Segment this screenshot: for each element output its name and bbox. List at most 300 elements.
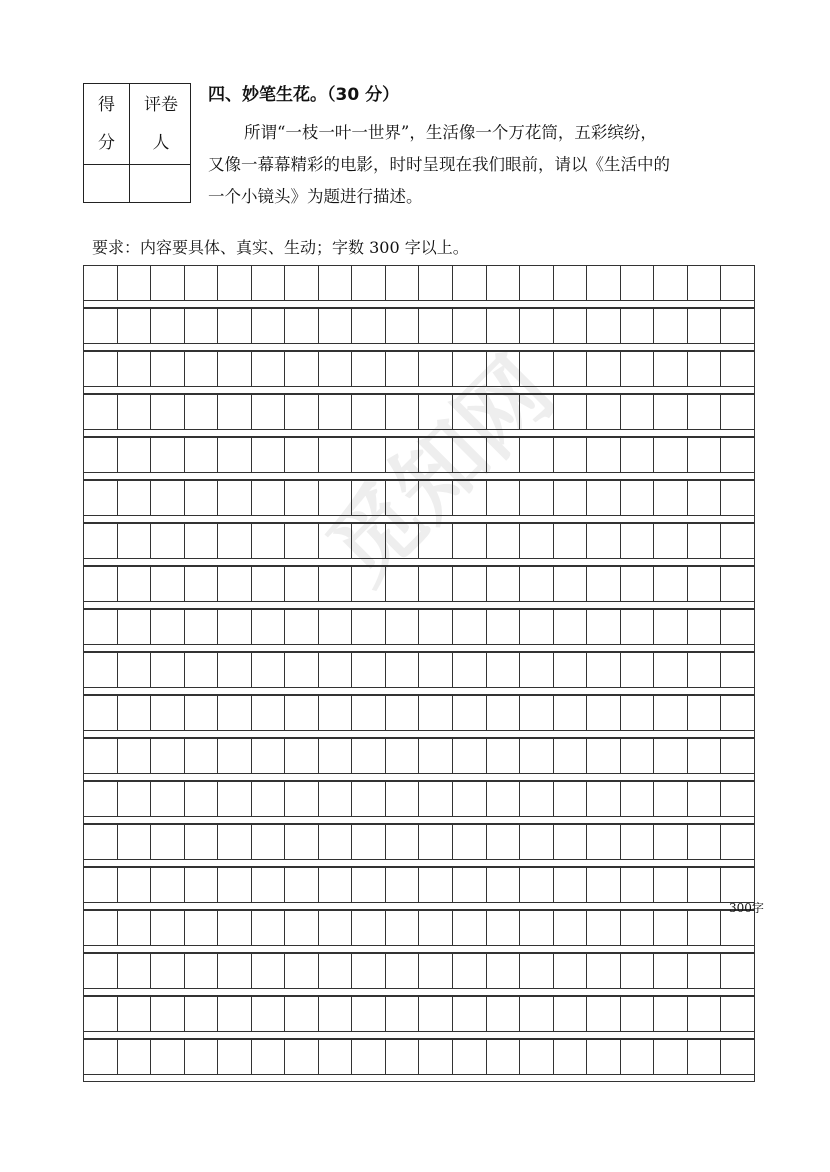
- grid-cell[interactable]: [218, 825, 252, 859]
- grid-cell[interactable]: [587, 739, 621, 773]
- grid-cell[interactable]: [218, 911, 252, 945]
- grid-cell[interactable]: [118, 868, 152, 902]
- grid-cell[interactable]: [118, 782, 152, 816]
- grid-cell[interactable]: [419, 524, 453, 558]
- grid-cell[interactable]: [721, 309, 754, 343]
- grid-cell[interactable]: [721, 696, 754, 730]
- grid-cell[interactable]: [487, 911, 521, 945]
- grid-cell[interactable]: [285, 997, 319, 1031]
- grid-cell[interactable]: [554, 868, 588, 902]
- grid-cell[interactable]: [654, 1040, 688, 1074]
- grid-cell[interactable]: [487, 610, 521, 644]
- grid-cell[interactable]: [352, 567, 386, 601]
- grid-cell[interactable]: [654, 266, 688, 300]
- grid-cell[interactable]: [721, 911, 754, 945]
- grid-cell[interactable]: [621, 524, 655, 558]
- grid-row[interactable]: [83, 265, 755, 301]
- grid-cell[interactable]: [319, 868, 353, 902]
- grid-cell[interactable]: [218, 696, 252, 730]
- grid-cell[interactable]: [419, 481, 453, 515]
- grid-cell[interactable]: [285, 610, 319, 644]
- grid-cell[interactable]: [84, 524, 118, 558]
- grid-cell[interactable]: [386, 395, 420, 429]
- grid-cell[interactable]: [487, 309, 521, 343]
- grid-cell[interactable]: [319, 352, 353, 386]
- grid-cell[interactable]: [453, 524, 487, 558]
- grid-cell[interactable]: [185, 1040, 219, 1074]
- grid-row[interactable]: [83, 996, 755, 1032]
- grid-cell[interactable]: [386, 266, 420, 300]
- grid-cell[interactable]: [218, 868, 252, 902]
- grid-cell[interactable]: [721, 782, 754, 816]
- grid-cell[interactable]: [319, 782, 353, 816]
- grid-row[interactable]: [83, 609, 755, 645]
- grid-cell[interactable]: [587, 352, 621, 386]
- grid-cell[interactable]: [621, 696, 655, 730]
- grid-cell[interactable]: [386, 610, 420, 644]
- grid-cell[interactable]: [285, 868, 319, 902]
- grid-cell[interactable]: [386, 438, 420, 472]
- grid-cell[interactable]: [352, 868, 386, 902]
- grid-cell[interactable]: [554, 1040, 588, 1074]
- grid-row[interactable]: [83, 437, 755, 473]
- grid-cell[interactable]: [587, 610, 621, 644]
- grid-cell[interactable]: [688, 954, 722, 988]
- grid-cell[interactable]: [252, 309, 286, 343]
- grid-cell[interactable]: [252, 782, 286, 816]
- grid-cell[interactable]: [319, 481, 353, 515]
- grid-cell[interactable]: [721, 524, 754, 558]
- grid-cell[interactable]: [185, 997, 219, 1031]
- grid-cell[interactable]: [319, 524, 353, 558]
- grid-cell[interactable]: [721, 653, 754, 687]
- grid-cell[interactable]: [319, 1040, 353, 1074]
- grid-cell[interactable]: [185, 481, 219, 515]
- grid-cell[interactable]: [319, 309, 353, 343]
- grid-cell[interactable]: [419, 266, 453, 300]
- grid-cell[interactable]: [419, 1040, 453, 1074]
- grid-cell[interactable]: [654, 352, 688, 386]
- grid-cell[interactable]: [185, 825, 219, 859]
- grid-cell[interactable]: [721, 739, 754, 773]
- grid-cell[interactable]: [118, 481, 152, 515]
- grid-cell[interactable]: [185, 739, 219, 773]
- grid-cell[interactable]: [654, 309, 688, 343]
- grid-cell[interactable]: [654, 868, 688, 902]
- grid-cell[interactable]: [587, 481, 621, 515]
- grid-cell[interactable]: [352, 524, 386, 558]
- grid-cell[interactable]: [386, 481, 420, 515]
- grid-cell[interactable]: [487, 567, 521, 601]
- grid-cell[interactable]: [252, 481, 286, 515]
- grid-cell[interactable]: [218, 481, 252, 515]
- grid-cell[interactable]: [185, 610, 219, 644]
- grid-cell[interactable]: [419, 997, 453, 1031]
- grid-cell[interactable]: [218, 782, 252, 816]
- grid-cell[interactable]: [554, 610, 588, 644]
- grid-cell[interactable]: [218, 266, 252, 300]
- grid-cell[interactable]: [621, 653, 655, 687]
- grid-cell[interactable]: [487, 739, 521, 773]
- grid-cell[interactable]: [587, 825, 621, 859]
- grid-cell[interactable]: [419, 825, 453, 859]
- grid-cell[interactable]: [453, 825, 487, 859]
- grid-cell[interactable]: [520, 911, 554, 945]
- grid-cell[interactable]: [185, 954, 219, 988]
- grid-row[interactable]: [83, 867, 755, 903]
- grid-cell[interactable]: [654, 954, 688, 988]
- grid-cell[interactable]: [218, 997, 252, 1031]
- grid-cell[interactable]: [151, 395, 185, 429]
- grid-cell[interactable]: [84, 352, 118, 386]
- grid-cell[interactable]: [285, 911, 319, 945]
- grid-cell[interactable]: [84, 997, 118, 1031]
- grid-cell[interactable]: [185, 395, 219, 429]
- grid-cell[interactable]: [151, 524, 185, 558]
- grid-cell[interactable]: [84, 782, 118, 816]
- grid-cell[interactable]: [185, 266, 219, 300]
- grid-cell[interactable]: [487, 524, 521, 558]
- grid-cell[interactable]: [554, 438, 588, 472]
- grid-cell[interactable]: [218, 567, 252, 601]
- grid-cell[interactable]: [587, 524, 621, 558]
- grid-cell[interactable]: [554, 696, 588, 730]
- grid-cell[interactable]: [520, 309, 554, 343]
- grid-cell[interactable]: [487, 825, 521, 859]
- grid-cell[interactable]: [285, 352, 319, 386]
- grid-cell[interactable]: [151, 997, 185, 1031]
- grid-cell[interactable]: [352, 1040, 386, 1074]
- grid-cell[interactable]: [419, 395, 453, 429]
- grid-cell[interactable]: [520, 825, 554, 859]
- grid-cell[interactable]: [419, 309, 453, 343]
- grid-cell[interactable]: [352, 911, 386, 945]
- grid-cell[interactable]: [218, 395, 252, 429]
- grid-cell[interactable]: [721, 352, 754, 386]
- grid-cell[interactable]: [151, 911, 185, 945]
- grid-cell[interactable]: [554, 352, 588, 386]
- grid-cell[interactable]: [453, 739, 487, 773]
- grid-cell[interactable]: [419, 954, 453, 988]
- grid-cell[interactable]: [721, 954, 754, 988]
- grid-cell[interactable]: [487, 997, 521, 1031]
- grid-cell[interactable]: [587, 954, 621, 988]
- grid-cell[interactable]: [453, 868, 487, 902]
- grid-cell[interactable]: [352, 395, 386, 429]
- grid-cell[interactable]: [218, 352, 252, 386]
- grid-cell[interactable]: [721, 266, 754, 300]
- grid-cell[interactable]: [386, 997, 420, 1031]
- grid-cell[interactable]: [453, 352, 487, 386]
- grid-cell[interactable]: [252, 997, 286, 1031]
- grid-row[interactable]: [83, 824, 755, 860]
- grid-cell[interactable]: [151, 954, 185, 988]
- grid-cell[interactable]: [487, 438, 521, 472]
- grid-cell[interactable]: [319, 653, 353, 687]
- grid-cell[interactable]: [721, 395, 754, 429]
- grid-cell[interactable]: [386, 782, 420, 816]
- grid-cell[interactable]: [252, 1040, 286, 1074]
- grid-cell[interactable]: [654, 610, 688, 644]
- grid-cell[interactable]: [218, 739, 252, 773]
- grid-cell[interactable]: [151, 696, 185, 730]
- grid-row[interactable]: [83, 695, 755, 731]
- grid-row[interactable]: [83, 308, 755, 344]
- grid-cell[interactable]: [285, 481, 319, 515]
- grid-cell[interactable]: [453, 395, 487, 429]
- grid-cell[interactable]: [185, 911, 219, 945]
- grid-cell[interactable]: [453, 653, 487, 687]
- grid-cell[interactable]: [252, 352, 286, 386]
- grid-cell[interactable]: [621, 309, 655, 343]
- grid-cell[interactable]: [419, 696, 453, 730]
- grid-cell[interactable]: [252, 868, 286, 902]
- grid-cell[interactable]: [319, 997, 353, 1031]
- grid-cell[interactable]: [151, 653, 185, 687]
- grid-cell[interactable]: [688, 481, 722, 515]
- grid-cell[interactable]: [520, 782, 554, 816]
- grid-cell[interactable]: [520, 868, 554, 902]
- grid-cell[interactable]: [252, 266, 286, 300]
- grid-cell[interactable]: [84, 696, 118, 730]
- grid-cell[interactable]: [118, 911, 152, 945]
- grid-cell[interactable]: [721, 610, 754, 644]
- grid-cell[interactable]: [285, 395, 319, 429]
- grid-cell[interactable]: [587, 438, 621, 472]
- grid-cell[interactable]: [252, 696, 286, 730]
- grid-cell[interactable]: [252, 653, 286, 687]
- grid-cell[interactable]: [218, 653, 252, 687]
- grid-cell[interactable]: [118, 954, 152, 988]
- grid-cell[interactable]: [185, 524, 219, 558]
- grid-cell[interactable]: [118, 653, 152, 687]
- grid-cell[interactable]: [654, 696, 688, 730]
- grid-cell[interactable]: [151, 438, 185, 472]
- grid-cell[interactable]: [453, 911, 487, 945]
- grid-cell[interactable]: [554, 825, 588, 859]
- grid-cell[interactable]: [84, 266, 118, 300]
- grid-cell[interactable]: [118, 997, 152, 1031]
- grid-cell[interactable]: [285, 266, 319, 300]
- grid-cell[interactable]: [252, 954, 286, 988]
- grid-cell[interactable]: [151, 1040, 185, 1074]
- grid-cell[interactable]: [520, 610, 554, 644]
- grid-row[interactable]: [83, 910, 755, 946]
- grid-row[interactable]: [83, 781, 755, 817]
- grid-cell[interactable]: [621, 739, 655, 773]
- grid-cell[interactable]: [185, 868, 219, 902]
- grid-cell[interactable]: [587, 997, 621, 1031]
- grid-cell[interactable]: [386, 911, 420, 945]
- grid-cell[interactable]: [185, 653, 219, 687]
- grid-cell[interactable]: [118, 438, 152, 472]
- grid-cell[interactable]: [453, 610, 487, 644]
- grid-cell[interactable]: [84, 954, 118, 988]
- grid-cell[interactable]: [487, 352, 521, 386]
- grid-cell[interactable]: [118, 524, 152, 558]
- grid-cell[interactable]: [621, 954, 655, 988]
- grid-cell[interactable]: [654, 395, 688, 429]
- grid-cell[interactable]: [386, 825, 420, 859]
- grid-cell[interactable]: [453, 997, 487, 1031]
- grid-cell[interactable]: [118, 395, 152, 429]
- grid-cell[interactable]: [352, 352, 386, 386]
- grid-cell[interactable]: [151, 868, 185, 902]
- grid-cell[interactable]: [84, 481, 118, 515]
- grid-cell[interactable]: [419, 438, 453, 472]
- grid-cell[interactable]: [621, 782, 655, 816]
- grid-cell[interactable]: [487, 653, 521, 687]
- grid-cell[interactable]: [453, 567, 487, 601]
- grid-cell[interactable]: [84, 911, 118, 945]
- grid-cell[interactable]: [621, 395, 655, 429]
- grid-cell[interactable]: [688, 825, 722, 859]
- grid-cell[interactable]: [285, 309, 319, 343]
- grid-cell[interactable]: [587, 1040, 621, 1074]
- grid-cell[interactable]: [688, 438, 722, 472]
- grid-cell[interactable]: [654, 911, 688, 945]
- grid-cell[interactable]: [285, 653, 319, 687]
- grid-cell[interactable]: [520, 438, 554, 472]
- grid-cell[interactable]: [721, 481, 754, 515]
- grid-cell[interactable]: [654, 782, 688, 816]
- grid-cell[interactable]: [688, 782, 722, 816]
- grid-cell[interactable]: [352, 954, 386, 988]
- grid-cell[interactable]: [419, 610, 453, 644]
- grid-cell[interactable]: [218, 524, 252, 558]
- grid-cell[interactable]: [252, 911, 286, 945]
- grid-cell[interactable]: [252, 739, 286, 773]
- grid-cell[interactable]: [352, 696, 386, 730]
- grid-cell[interactable]: [151, 825, 185, 859]
- grid-cell[interactable]: [688, 567, 722, 601]
- grid-cell[interactable]: [285, 438, 319, 472]
- grid-cell[interactable]: [688, 997, 722, 1031]
- grid-cell[interactable]: [621, 911, 655, 945]
- grid-cell[interactable]: [151, 782, 185, 816]
- grid-cell[interactable]: [419, 911, 453, 945]
- grid-cell[interactable]: [487, 395, 521, 429]
- grid-cell[interactable]: [487, 868, 521, 902]
- grid-cell[interactable]: [520, 395, 554, 429]
- grid-cell[interactable]: [453, 309, 487, 343]
- grid-cell[interactable]: [688, 739, 722, 773]
- grid-cell[interactable]: [453, 696, 487, 730]
- grid-cell[interactable]: [654, 481, 688, 515]
- grid-cell[interactable]: [252, 395, 286, 429]
- grid-cell[interactable]: [587, 868, 621, 902]
- grid-cell[interactable]: [520, 653, 554, 687]
- grid-row[interactable]: [83, 566, 755, 602]
- grid-row[interactable]: [83, 1039, 755, 1075]
- grid-cell[interactable]: [419, 782, 453, 816]
- grid-cell[interactable]: [386, 352, 420, 386]
- grid-cell[interactable]: [84, 395, 118, 429]
- grid-cell[interactable]: [84, 438, 118, 472]
- grid-cell[interactable]: [84, 739, 118, 773]
- grid-cell[interactable]: [453, 438, 487, 472]
- grid-cell[interactable]: [319, 739, 353, 773]
- grid-cell[interactable]: [352, 481, 386, 515]
- grid-cell[interactable]: [419, 567, 453, 601]
- grid-cell[interactable]: [252, 610, 286, 644]
- grid-cell[interactable]: [520, 1040, 554, 1074]
- grid-cell[interactable]: [621, 825, 655, 859]
- grid-cell[interactable]: [654, 653, 688, 687]
- grid-row[interactable]: [83, 738, 755, 774]
- grid-cell[interactable]: [554, 524, 588, 558]
- grid-cell[interactable]: [688, 1040, 722, 1074]
- grid-cell[interactable]: [621, 868, 655, 902]
- grid-cell[interactable]: [688, 610, 722, 644]
- grid-cell[interactable]: [352, 739, 386, 773]
- grid-cell[interactable]: [285, 782, 319, 816]
- grid-cell[interactable]: [252, 567, 286, 601]
- grid-cell[interactable]: [151, 352, 185, 386]
- grid-cell[interactable]: [453, 782, 487, 816]
- grid-cell[interactable]: [118, 696, 152, 730]
- grid-cell[interactable]: [688, 524, 722, 558]
- grid-cell[interactable]: [285, 567, 319, 601]
- grid-cell[interactable]: [654, 739, 688, 773]
- grid-cell[interactable]: [520, 266, 554, 300]
- grid-cell[interactable]: [688, 352, 722, 386]
- grid-cell[interactable]: [352, 438, 386, 472]
- grid-cell[interactable]: [352, 309, 386, 343]
- grid-cell[interactable]: [218, 438, 252, 472]
- grid-cell[interactable]: [721, 997, 754, 1031]
- grid-cell[interactable]: [688, 266, 722, 300]
- grid-cell[interactable]: [520, 524, 554, 558]
- grid-cell[interactable]: [688, 653, 722, 687]
- grid-cell[interactable]: [352, 782, 386, 816]
- grid-cell[interactable]: [587, 782, 621, 816]
- grid-cell[interactable]: [151, 567, 185, 601]
- grid-cell[interactable]: [554, 739, 588, 773]
- grid-cell[interactable]: [688, 395, 722, 429]
- grid-cell[interactable]: [151, 266, 185, 300]
- grid-cell[interactable]: [419, 352, 453, 386]
- grid-cell[interactable]: [252, 524, 286, 558]
- grid-cell[interactable]: [386, 696, 420, 730]
- grid-cell[interactable]: [352, 997, 386, 1031]
- grid-cell[interactable]: [688, 868, 722, 902]
- grid-cell[interactable]: [587, 266, 621, 300]
- grid-cell[interactable]: [252, 825, 286, 859]
- grid-cell[interactable]: [185, 352, 219, 386]
- grid-cell[interactable]: [352, 266, 386, 300]
- grid-cell[interactable]: [84, 1040, 118, 1074]
- grid-cell[interactable]: [554, 309, 588, 343]
- grid-cell[interactable]: [319, 911, 353, 945]
- grid-cell[interactable]: [487, 954, 521, 988]
- grid-cell[interactable]: [721, 438, 754, 472]
- grid-cell[interactable]: [151, 739, 185, 773]
- grid-cell[interactable]: [554, 395, 588, 429]
- grid-cell[interactable]: [218, 309, 252, 343]
- grid-cell[interactable]: [218, 610, 252, 644]
- grid-cell[interactable]: [352, 825, 386, 859]
- grid-cell[interactable]: [621, 266, 655, 300]
- grid-cell[interactable]: [487, 696, 521, 730]
- grid-cell[interactable]: [520, 567, 554, 601]
- grid-cell[interactable]: [84, 610, 118, 644]
- grid-cell[interactable]: [319, 825, 353, 859]
- grid-cell[interactable]: [118, 309, 152, 343]
- grid-cell[interactable]: [520, 954, 554, 988]
- grid-cell[interactable]: [118, 739, 152, 773]
- grid-cell[interactable]: [319, 438, 353, 472]
